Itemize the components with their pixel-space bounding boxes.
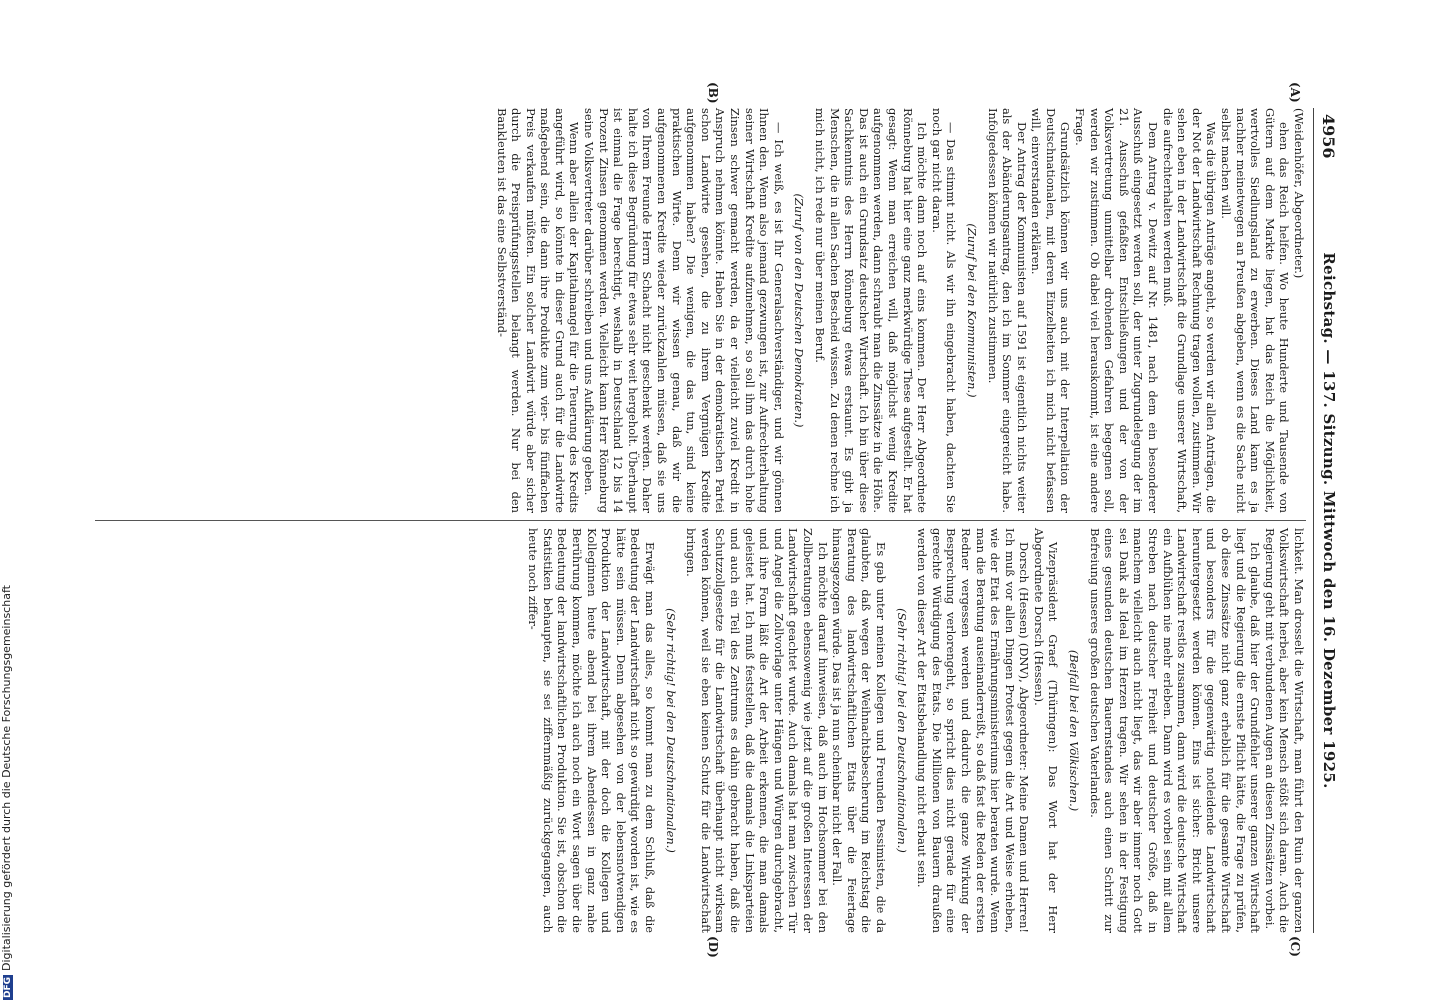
paragraph: Was die übrigen Anträge angeht, so werden wir allen Anträgen, die der Not der Landwirtschaft Rechnung tragen wollen, zustimmen. Wir sehen eben in der Landwirtschaft die Grundlage unserer Wirtschaft, die aufrechterhalten werden muß. xyxy=(1160,108,1219,513)
dfg-logo: DFG xyxy=(3,976,13,998)
paragraph: Vizepräsident Graef (Thüringen): Das Wort hat der Herr Abgeordnete Dorsch (Hessen). xyxy=(1031,528,1061,933)
left-column xyxy=(494,108,1306,513)
funding-text: Digitalisierung gefördert durch die Deutsche Forschungsgemeinschaft xyxy=(0,585,13,971)
paragraph: Dorsch (Hessen) (DNV), Abgeordneter: Meine Damen und Herren! Ich muß vor allen Dingen Protest gegen die Art und Weise erheben, wie der Etat des Ernährungsministeriums hier beraten wurde. Wenn man die Beratung auseinanderreißt, so daß fast die Reden der ersten Redner vergessen werden und dadurch die ganze Wirkung der Besprechung verlorengeht, so spricht dies nicht gerade für eine gerechte Würdigung des Etats. Die Millionen von Bauern draußen werden von dieser Art der Etatsbehandlung nicht erbaut sein. xyxy=(915,528,1032,933)
paragraph: Ich möchte darauf hinweisen, daß auch im Hochsommer bei den Zollberatungen ebensowenig wie jetzt auf die großen Interessen der Landwirtschaft geachtet wurde. Auch damals hat man zwischen Tür und Angel die Zollvorlage unter Hängen und Würgen durchgebracht, und ihre Form läßt die Art der Arbeit erkennen, die man damals geleistet hat. Ich muß feststellen, daß die damals die Linksparteien und auch ein Teil des Zentrums es dahin gebracht haben, daß die Schutzzollgesetze für die Landwirtschaft überhaupt nicht wirksam werden können, weil sie eben keinen Schutz für die Landwirtschaft bringen. xyxy=(684,528,830,933)
paragraph: Dem Antrag v. Dewitz auf Nr. 1481, nach dem ein besonderer Ausschuß eingesetzt werden soll, der unter Zugrundelegung der im 21. Ausschuß gefaßten Entschließungen und der von der Volksvertretung unmittelbar drohenden Gefahren begegnen soll, werden wir zustimmen. Ob dabei viel herauskommt, ist eine andere Frage. xyxy=(1073,108,1161,513)
paragraph: Ich glaube, daß hier der Grundfehler unserer ganzen Wirtschaft liegt und die Regierung die ernste Pflicht hätte, die Frage zu prüfen, ob diese Zinssätze nicht ganz erheblich für die gesamte Wirtschaft und besonders für die gegenwärtig notleidende Landwirtschaft heruntergesetzt werden können. Eins ist sicher: Bricht unsere Landwirtschaft restlos zusammen, dann wird die deutsche Wirtschaft ein Aufblühen nie mehr erleben. Dann wird es vorbei sein mit allem Streben nach deutscher Freiheit und deutscher Größe, daß in manchem vielleicht auch nicht liegt, das wir aber immer noch Gott sei Dank als Ideal im Herzen tragen. Wir sehen in der Festigung eines gesunden deutschen Bauernstandes auch einen Schritt zur Befreiung unseres großen deutschen Vaterlandes. xyxy=(1087,528,1263,933)
paragraph: Der Antrag der Kommunisten auf 1591 ist eigentlich nichts weiter als der Abänderungsantrag, den ich im Sommer eingereicht habe. Infolgedessen können wir natürlich zustimmen. xyxy=(985,108,1029,513)
header-rule xyxy=(1313,108,1314,933)
paragraph: (Weidenhöfer, Abgeordneter.) xyxy=(1292,108,1306,279)
paragraph: — Ich weiß, es ist Ihr Generalsachverständiger, und wir gönnen Ihnen den. Wenn also jemand gezwungen ist, zur Aufrechterhaltung seiner Wirtschaft Kredite aufzunehmen, so soll ihm das durch hohe Zinsen schwer gemacht werden, da er vielleicht zuviel Kredit in Anspruch nehmen könnte. Haben Sie in der demokratischen Partei schon Landwirte gesehen, die zu ihrem Vergnügen Kredite aufgenommen haben? Die wenigen, die das tun, sind keine praktischen Wirte. Denn wir wissen genau, daß wir die aufgenommenen Kredite wieder zurückzahlen müssen, daß sie uns von Ihrem Freunde Herrn Schacht nicht geschenkt werden. Daher halte ich diese Begründung für etwas sehr weit hergeholt. Überhaupt ist einmal die Frage berechtigt, weshalb in Deutschland 12 bis 14 Prozent Zinsen genommen werden. Vielleicht kann Herr Rönneburg seine Volksvertreter darüber schreiben und uns Aufklärung geben. xyxy=(582,108,786,513)
interjection: (Zuruf bei den Kommunisten.) xyxy=(964,223,979,398)
interjection: (Beifall bei den Völkischen.) xyxy=(1067,649,1082,812)
margin-mark-b: (B) xyxy=(706,82,720,104)
funding-note xyxy=(0,0,14,1000)
paragraph: Es gab unter meinen Kollegen und Freunden Pessimisten, die da glaubten, daß wegen der Weihnachtsbescherung im Reichstag die Beratung des landwirtschaftlichen Etats über die Feiertage hinausgezogen würde. Das ist ja nun scheinbar nicht der Fall. xyxy=(830,528,888,933)
paragraph: Wenn aber allein der Kapitalmangel für die Teuerung des Kredits angeführt wird, so könnte in dieser Grund auch für die Landwirte maßgebend sein, die dann ihre Produkte zum vier- bis fünffachen Preis verkaufen müßten. Ein solcher Landwirt würde aber sicher durch die Preisprüfungsstellen belangt werden. Nur bei den Bankleuten ist das eine Selbstverständ- xyxy=(494,108,582,513)
paragraph: ehen das Reich helfen. Wo heute Hunderte und Tausende von Gütern auf dem Markte liegen, hat das Reich die Möglichkeit, wertvolles Siedlungsland zu erwerben. Dieses Land kann es ja nachher meinetwegen an Preußen abgeben, wenn es die Sache nicht selbst machen will. xyxy=(1219,108,1292,513)
paragraph: Ich möchte dann noch auf eins kommen. Der Herr Abgeordnete Rönneburg hat hier eine ganz merkwürdige These aufgestellt. Er hat gesagt: Wenn man erreichen will, daß möglichst wenig Kredite aufgenommen werden, dann schraubt man die Zinssätze in die Höhe. Das ist auch ein Grundsatz deutscher Wirtschaft. Ich bin über diese Sachkenntnis des Herrn Rönneburg etwas erstaunt. Es gibt ja Menschen, die in allen Sachen Bescheid wissen. Zu denen rechne ich mich nicht, ich rede nur über meinen Beruf. xyxy=(813,108,930,513)
paragraph: lichkeit. Man drosselt die Wirtschaft, man führt den Ruin der ganzen Volkswirtschaft herbei, aber kein Mensch stößt sich daran. Auch die Regierung geht mit verbundenen Augen an diesen Zinssätzen vorbei. xyxy=(1262,528,1306,933)
interjection: (Zuruf von den Deutschen Demokraten.) xyxy=(792,193,807,428)
paragraph: Erwägt man das alles, so kommt man zu dem Schluß, daß die Bedeutung der Landwirtschaft nicht so gewürdigt worden ist, wie es hätte sein müssen. Denn abgesehen von der lebensnotwendigen Produktion der Landwirtschaft, mit der doch die Kollegen und Kolleginnen heute abend bei ihrem Abendessen in ganz nahe Berührung kommen, möchte ich auch noch ein Wort sagen über die Bedeutung der landwirtschaftlichen Produktion. Sie ist, obschon die Statistiken behaupten, sie sei ziffernmäßig zurückgegangen, auch heute noch ziffer- xyxy=(526,528,658,933)
page-number: 4956 xyxy=(1319,114,1338,159)
column-divider xyxy=(95,520,1306,521)
margin-mark-d: (D) xyxy=(706,936,720,958)
interjection: (Sehr richtig! bei den Deutschnationalen.) xyxy=(663,608,678,853)
right-column xyxy=(526,528,1306,933)
paragraph: — Das stimmt nicht. Als wir ihn eingebracht haben, dachten Sie noch gar nicht daran. xyxy=(929,108,959,513)
scanned-page xyxy=(95,82,1340,958)
page-header xyxy=(1314,108,1340,933)
paragraph: Grundsätzlich können wir uns auch mit der Interpellation der Deutschnationalen, mit deren Einzelheiten ich mich nicht befassen will, einverstanden erklären. xyxy=(1029,108,1073,513)
interjection: (Sehr richtig! bei den Deutschnationalen.) xyxy=(894,608,909,853)
margin-mark-a: (A) xyxy=(1288,82,1302,103)
margin-mark-c: (C) xyxy=(1288,936,1302,957)
page-title: Reichstag. — 137. Sitzung. Mittwoch den 16. Dezember 1925. xyxy=(1320,252,1338,789)
